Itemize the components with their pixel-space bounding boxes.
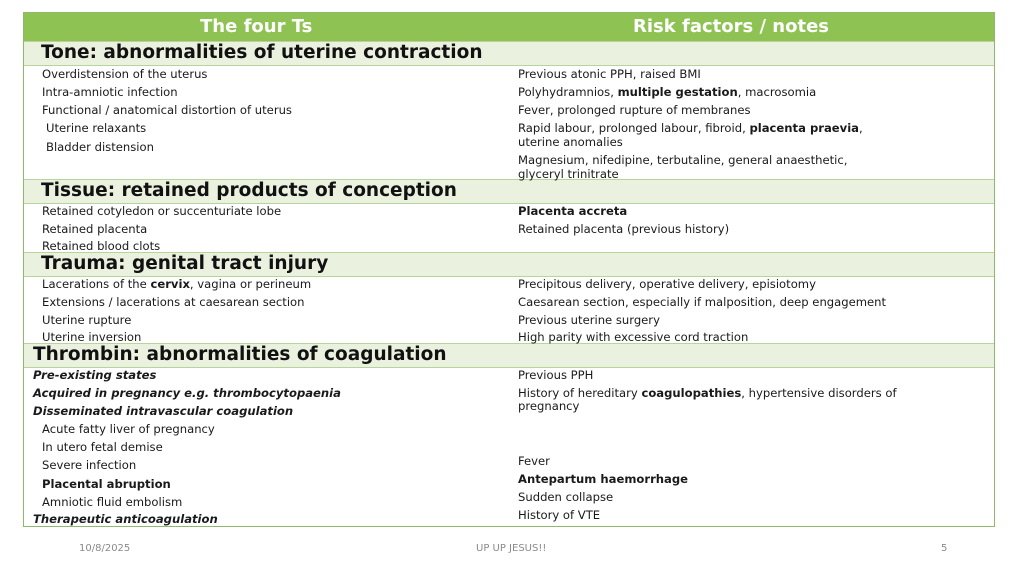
tone-risk-cont: glyceryl trinitrate <box>518 167 619 181</box>
thrombin-risk: Fever <box>518 454 550 468</box>
tone-risk: Polyhydramnios, multiple gestation, macrosomia <box>518 85 817 99</box>
thrombin-risk: Antepartum haemorrhage <box>518 472 689 486</box>
tone-risk: Rapid labour, prolonged labour, fibroid, placenta praevia, <box>518 121 863 135</box>
section-trauma-body <box>24 277 994 343</box>
header-col-risk-factors: Risk factors / notes <box>633 16 830 37</box>
tone-risk: Magnesium, nifedipine, terbutaline, general anaesthetic, <box>518 153 848 167</box>
tone-risk-cont: uterine anomalies <box>518 135 623 149</box>
trauma-cause: Uterine rupture <box>42 313 132 327</box>
tone-risk: Fever, prolonged rupture of membranes <box>518 103 751 117</box>
thrombin-risk: Previous PPH <box>518 368 594 382</box>
tone-cause: Uterine relaxants <box>46 121 147 135</box>
trauma-cause: Uterine inversion <box>42 330 142 344</box>
thrombin-cause: Acquired in pregnancy e.g. thrombocytopaenia <box>33 386 341 400</box>
trauma-risk: Caesarean section, especially if malposition, deep engagement <box>518 295 887 309</box>
table-header <box>24 13 994 41</box>
trauma-risk: Precipitous delivery, operative delivery, episiotomy <box>518 277 816 291</box>
thrombin-cause: In utero fetal demise <box>42 440 163 454</box>
thrombin-cause: Therapeutic anticoagulation <box>33 512 218 526</box>
thrombin-risk: History of hereditary coagulopathies, hypertensive disorders of <box>518 386 897 400</box>
section-thrombin-body <box>24 368 994 526</box>
tissue-risk: Placenta accreta <box>518 204 628 218</box>
thrombin-risk-cont: pregnancy <box>518 399 580 413</box>
thrombin-cause: Amniotic fluid embolism <box>42 495 183 509</box>
tissue-cause: Retained placenta <box>42 222 148 236</box>
tissue-risk: Retained placenta (previous history) <box>518 222 730 236</box>
tone-cause: Functional / anatomical distortion of uterus <box>42 103 292 117</box>
section-trauma-title: Trauma: genital tract injury <box>24 252 994 277</box>
thrombin-cause: Placental abruption <box>42 477 171 491</box>
footer-center-text: UP UP JESUS!! <box>476 543 547 554</box>
thrombin-risk: History of VTE <box>518 508 601 522</box>
tone-cause: Intra-amniotic infection <box>42 85 178 99</box>
thrombin-cause: Severe infection <box>42 458 137 472</box>
trauma-risk: High parity with excessive cord traction <box>518 330 749 344</box>
tone-cause: Bladder distension <box>46 140 154 154</box>
thrombin-cause: Pre-existing states <box>33 368 157 382</box>
section-thrombin-title: Thrombin: abnormalities of coagulation <box>24 343 994 368</box>
footer-date: 10/8/2025 <box>79 543 131 554</box>
four-ts-table <box>23 12 995 527</box>
section-tissue-title: Tissue: retained products of conception <box>24 179 994 204</box>
thrombin-cause: Acute fatty liver of pregnancy <box>42 422 215 436</box>
section-tone-body <box>24 66 994 179</box>
trauma-risk: Previous uterine surgery <box>518 313 660 327</box>
tissue-cause: Retained cotyledon or succenturiate lobe <box>42 204 282 218</box>
trauma-cause: Lacerations of the cervix, vagina or perineum <box>42 277 312 291</box>
tone-risk: Previous atonic PPH, raised BMI <box>518 67 701 81</box>
tissue-cause: Retained blood clots <box>42 239 161 253</box>
slide-number: 5 <box>941 543 948 554</box>
header-col-four-ts: The four Ts <box>200 16 313 37</box>
thrombin-risk: Sudden collapse <box>518 490 614 504</box>
thrombin-cause: Disseminated intravascular coagulation <box>33 404 294 418</box>
section-tone-title: Tone: abnormalities of uterine contraction <box>24 41 994 66</box>
section-tissue-body <box>24 204 994 252</box>
trauma-cause: Extensions / lacerations at caesarean section <box>42 295 305 309</box>
tone-cause: Overdistension of the uterus <box>42 67 208 81</box>
